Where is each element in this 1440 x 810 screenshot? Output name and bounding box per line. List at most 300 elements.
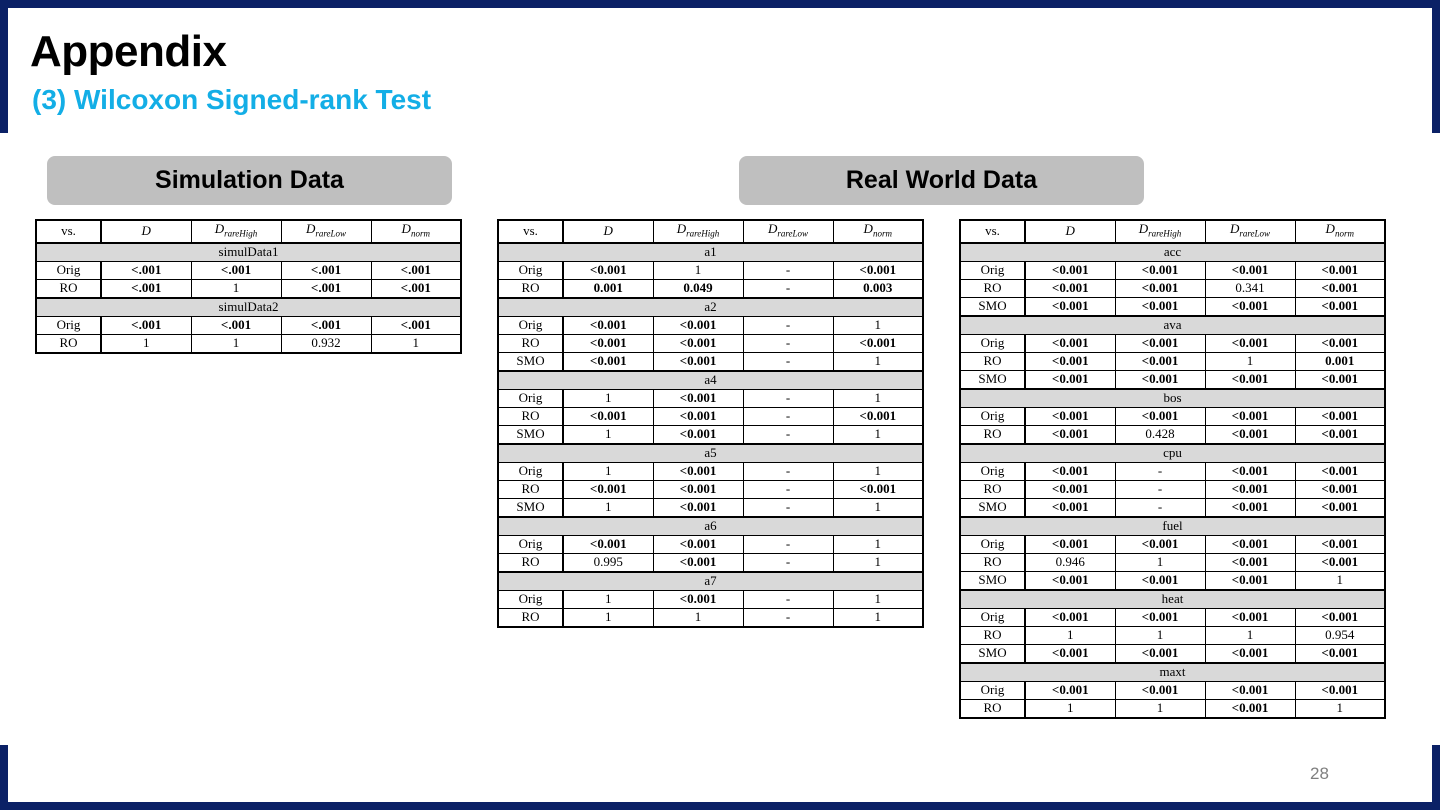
p-value-cell: <0.001 [833, 480, 923, 498]
header-d-rare-low [743, 220, 833, 243]
p-value-cell: <0.001 [1115, 681, 1205, 699]
p-value-cell: <0.001 [653, 535, 743, 553]
row-label: RO [960, 553, 1025, 571]
p-value-cell: <0.001 [1295, 297, 1385, 316]
p-value-cell: <0.001 [1205, 425, 1295, 444]
group-label: a4 [498, 371, 923, 390]
row-label: RO [960, 699, 1025, 718]
p-value-cell: - [743, 425, 833, 444]
p-value-cell: - [1115, 498, 1205, 517]
row-label: Orig [960, 681, 1025, 699]
group-label: cpu [960, 444, 1385, 463]
row-label: SMO [498, 425, 563, 444]
row-label: RO [498, 553, 563, 572]
p-value-cell: <0.001 [1025, 407, 1115, 425]
p-value-cell: <0.001 [1205, 608, 1295, 626]
p-value-cell: <0.001 [1115, 334, 1205, 352]
section-header-real-world [739, 156, 1144, 205]
group-label: maxt [960, 663, 1385, 682]
row-label: RO [36, 334, 101, 353]
p-value-cell: <0.001 [563, 535, 653, 553]
p-value-cell: 1 [563, 462, 653, 480]
row-label: Orig [498, 389, 563, 407]
row-label: Orig [498, 590, 563, 608]
table-row [960, 425, 1385, 444]
header-d [1025, 220, 1115, 243]
p-value-cell: <0.001 [1025, 279, 1115, 297]
header-row [498, 220, 923, 243]
header-d-norm [1295, 220, 1385, 243]
p-value-cell: 1 [653, 608, 743, 627]
p-value-cell: <0.001 [1295, 644, 1385, 663]
table-row [498, 425, 923, 444]
table-row [498, 480, 923, 498]
group-label: a2 [498, 298, 923, 317]
header-d-rare-high [653, 220, 743, 243]
p-value-cell: 1 [1115, 553, 1205, 571]
table-row [960, 352, 1385, 370]
table-row [960, 535, 1385, 553]
row-label: Orig [36, 316, 101, 334]
header-d-label: D [1065, 223, 1075, 239]
p-value-cell: <0.001 [1025, 644, 1115, 663]
p-value-cell: 1 [1205, 352, 1295, 370]
table-row [498, 316, 923, 334]
p-value-cell: - [1115, 480, 1205, 498]
p-value-cell: 1 [1295, 699, 1385, 718]
table-row [960, 699, 1385, 718]
group-row [960, 243, 1385, 262]
table-row [36, 334, 461, 353]
p-value-cell: <0.001 [653, 462, 743, 480]
table-row [960, 626, 1385, 644]
group-row [498, 572, 923, 591]
p-value-cell: <0.001 [1025, 681, 1115, 699]
table-row [960, 571, 1385, 590]
p-value-cell: <0.001 [653, 389, 743, 407]
p-value-cell: <0.001 [563, 480, 653, 498]
group-row [960, 663, 1385, 682]
p-value-cell: <0.001 [653, 407, 743, 425]
p-value-cell: 0.428 [1115, 425, 1205, 444]
table-row [960, 279, 1385, 297]
group-row [36, 243, 461, 262]
p-value-cell: - [1115, 462, 1205, 480]
row-label: RO [498, 407, 563, 425]
p-value-cell: - [743, 462, 833, 480]
p-value-cell: 1 [1025, 626, 1115, 644]
row-label: Orig [960, 462, 1025, 480]
p-value-cell: <0.001 [653, 498, 743, 517]
p-value-cell: <0.001 [1025, 334, 1115, 352]
p-value-cell: <0.001 [653, 334, 743, 352]
p-value-cell: <0.001 [1115, 279, 1205, 297]
row-label: Orig [498, 535, 563, 553]
p-value-cell: <0.001 [653, 316, 743, 334]
table-row [960, 681, 1385, 699]
p-value-cell: <0.001 [1115, 352, 1205, 370]
table-row [498, 553, 923, 572]
p-value-cell: <0.001 [1205, 644, 1295, 663]
p-value-cell: <.001 [101, 316, 191, 334]
p-value-cell: <0.001 [1205, 462, 1295, 480]
section-label-real-world: Real World Data [845, 166, 1038, 194]
p-value-cell: 0.932 [281, 334, 371, 353]
row-label: Orig [36, 261, 101, 279]
table-row [498, 352, 923, 371]
table-row [960, 498, 1385, 517]
table-row [498, 590, 923, 608]
p-value-cell: - [743, 480, 833, 498]
bottom-frame-bar [0, 802, 1440, 810]
p-value-cell: 0.946 [1025, 553, 1115, 571]
row-label: RO [960, 279, 1025, 297]
p-value-cell: <0.001 [563, 334, 653, 352]
p-value-cell: <0.001 [1115, 535, 1205, 553]
section-header-simulation [47, 156, 452, 205]
p-value-cell: <0.001 [1205, 480, 1295, 498]
p-value-cell: <0.001 [563, 261, 653, 279]
table-row [498, 334, 923, 352]
group-label: simulData1 [36, 243, 461, 262]
header-subscript-norm: norm [1334, 228, 1354, 239]
p-value-cell: 1 [563, 590, 653, 608]
p-value-cell: 1 [191, 279, 281, 298]
p-value-cell: <0.001 [1025, 352, 1115, 370]
row-label: RO [960, 352, 1025, 370]
p-value-cell: - [743, 279, 833, 298]
p-value-cell: 0.995 [563, 553, 653, 572]
table-row [498, 389, 923, 407]
group-row [498, 298, 923, 317]
group-label: a6 [498, 517, 923, 536]
header-d [563, 220, 653, 243]
p-value-cell: - [743, 498, 833, 517]
header-subscript-rare-high: rareHigh [686, 228, 720, 239]
row-label: Orig [498, 261, 563, 279]
header-subscript-rare-high: rareHigh [224, 228, 258, 239]
p-value-cell: 1 [833, 352, 923, 371]
table-row [498, 261, 923, 279]
header-d-label: D [603, 223, 613, 239]
p-value-cell: <0.001 [1025, 535, 1115, 553]
p-value-cell: <0.001 [563, 352, 653, 371]
header-d-norm [833, 220, 923, 243]
p-value-cell: <0.001 [1025, 425, 1115, 444]
header-d-base: D [305, 221, 316, 236]
header-vs: vs. [498, 220, 563, 243]
p-value-cell: <0.001 [1295, 480, 1385, 498]
p-value-cell: 1 [563, 498, 653, 517]
p-value-cell: <0.001 [1205, 681, 1295, 699]
table-row [498, 462, 923, 480]
p-value-cell: <0.001 [1295, 261, 1385, 279]
p-value-cell: - [743, 316, 833, 334]
p-value-cell: 0.341 [1205, 279, 1295, 297]
header-d-base: D [676, 221, 687, 236]
p-value-cell: <.001 [371, 279, 461, 298]
group-row [960, 590, 1385, 609]
group-row [36, 298, 461, 317]
p-value-cell: 1 [1295, 571, 1385, 590]
p-value-cell: 1 [833, 553, 923, 572]
row-label: SMO [960, 644, 1025, 663]
p-value-cell: <0.001 [1025, 462, 1115, 480]
p-value-cell: 1 [653, 261, 743, 279]
left-frame-bar-bottom [0, 745, 8, 810]
p-value-cell: <.001 [281, 316, 371, 334]
p-value-cell: <0.001 [653, 590, 743, 608]
row-label: RO [498, 608, 563, 627]
p-value-cell: 1 [563, 425, 653, 444]
p-value-cell: <.001 [371, 316, 461, 334]
table-row [960, 407, 1385, 425]
row-label: RO [498, 279, 563, 298]
p-value-cell: <0.001 [1115, 407, 1205, 425]
group-label: heat [960, 590, 1385, 609]
table-row [498, 535, 923, 553]
p-value-cell: <0.001 [833, 334, 923, 352]
row-label: Orig [960, 407, 1025, 425]
p-value-cell: <0.001 [1295, 279, 1385, 297]
table-row [36, 316, 461, 334]
top-frame-bar [0, 0, 1440, 8]
header-subscript-rare-low: rareLow [777, 228, 809, 239]
group-label: bos [960, 389, 1385, 408]
header-subscript-norm: norm [410, 228, 430, 239]
p-value-cell: <0.001 [1025, 608, 1115, 626]
p-value-cell: <0.001 [1295, 681, 1385, 699]
header-row [960, 220, 1385, 243]
row-label: SMO [960, 297, 1025, 316]
header-d-base: D [767, 221, 778, 236]
row-label: Orig [498, 316, 563, 334]
p-value-cell: <0.001 [833, 261, 923, 279]
table-row [960, 553, 1385, 571]
p-value-cell: <.001 [191, 316, 281, 334]
p-value-cell: <0.001 [563, 407, 653, 425]
row-label: RO [960, 480, 1025, 498]
p-value-cell: <0.001 [653, 480, 743, 498]
header-d-base: D [863, 221, 873, 236]
page-number: 28 [1310, 764, 1329, 783]
left-frame-bar-top [0, 0, 8, 133]
header-d-base: D [401, 221, 411, 236]
p-value-cell: 1 [833, 316, 923, 334]
header-d-rare-high [1115, 220, 1205, 243]
table-real-world-a [497, 219, 924, 628]
group-label: ava [960, 316, 1385, 335]
p-value-cell: 0.049 [653, 279, 743, 298]
group-row [498, 444, 923, 463]
header-d-base: D [1325, 221, 1335, 236]
p-value-cell: - [743, 535, 833, 553]
p-value-cell: <0.001 [833, 407, 923, 425]
group-label: a1 [498, 243, 923, 262]
p-value-cell: <0.001 [1205, 535, 1295, 553]
p-value-cell: <0.001 [1205, 699, 1295, 718]
p-value-cell: <0.001 [1205, 261, 1295, 279]
p-value-cell: <0.001 [1295, 370, 1385, 389]
p-value-cell: <0.001 [1295, 462, 1385, 480]
table-row [960, 297, 1385, 316]
header-d-label: D [141, 223, 151, 239]
table-row [498, 407, 923, 425]
p-value-cell: <0.001 [653, 352, 743, 371]
p-value-cell: <0.001 [1295, 498, 1385, 517]
p-value-cell: 1 [833, 608, 923, 627]
header-row [36, 220, 461, 243]
row-label: RO [498, 334, 563, 352]
table-row [960, 261, 1385, 279]
section-label-simulation: Simulation Data [155, 166, 344, 194]
p-value-cell: 0.954 [1295, 626, 1385, 644]
group-label: a7 [498, 572, 923, 591]
p-value-cell: - [743, 590, 833, 608]
row-label: Orig [960, 334, 1025, 352]
p-value-cell: 0.001 [563, 279, 653, 298]
header-subscript-rare-low: rareLow [315, 228, 347, 239]
p-value-cell: <0.001 [653, 425, 743, 444]
p-value-cell: 1 [1115, 699, 1205, 718]
table-row [960, 334, 1385, 352]
header-vs: vs. [960, 220, 1025, 243]
row-label: RO [498, 480, 563, 498]
p-value-cell: <0.001 [1025, 261, 1115, 279]
row-label: Orig [960, 261, 1025, 279]
row-label: SMO [960, 571, 1025, 590]
p-value-cell: - [743, 553, 833, 572]
header-d-base: D [1229, 221, 1240, 236]
row-label: SMO [960, 498, 1025, 517]
p-value-cell: - [743, 261, 833, 279]
header-vs: vs. [36, 220, 101, 243]
p-value-cell: - [743, 334, 833, 352]
row-label: Orig [960, 608, 1025, 626]
header-d-base: D [1138, 221, 1149, 236]
p-value-cell: 1 [833, 389, 923, 407]
p-value-cell: <0.001 [1205, 407, 1295, 425]
p-value-cell: <.001 [281, 261, 371, 279]
header-subscript-norm: norm [872, 228, 892, 239]
p-value-cell: <0.001 [1025, 480, 1115, 498]
group-row [960, 517, 1385, 536]
row-label: RO [36, 279, 101, 298]
p-value-cell: 1 [563, 608, 653, 627]
group-row [498, 371, 923, 390]
table-row [498, 498, 923, 517]
group-label: fuel [960, 517, 1385, 536]
p-value-cell: <0.001 [1205, 297, 1295, 316]
header-d-base: D [214, 221, 225, 236]
p-value-cell: <0.001 [1115, 571, 1205, 590]
p-value-cell: 1 [833, 535, 923, 553]
table-row [960, 644, 1385, 663]
p-value-cell: 1 [101, 334, 191, 353]
p-value-cell: <0.001 [1025, 297, 1115, 316]
p-value-cell: <0.001 [1115, 261, 1205, 279]
table-row [960, 608, 1385, 626]
header-d-norm [371, 220, 461, 243]
p-value-cell: <0.001 [1295, 334, 1385, 352]
p-value-cell: <0.001 [1025, 571, 1115, 590]
group-row [960, 444, 1385, 463]
table-row [498, 608, 923, 627]
p-value-cell: <.001 [281, 279, 371, 298]
row-label: SMO [498, 498, 563, 517]
p-value-cell: <0.001 [1205, 498, 1295, 517]
right-frame-bar-bottom [1432, 745, 1440, 810]
p-value-cell: <0.001 [1295, 553, 1385, 571]
p-value-cell: - [743, 608, 833, 627]
p-value-cell: 1 [833, 462, 923, 480]
p-value-cell: <0.001 [653, 553, 743, 572]
p-value-cell: <0.001 [1025, 370, 1115, 389]
p-value-cell: 0.003 [833, 279, 923, 298]
p-value-cell: <.001 [191, 261, 281, 279]
p-value-cell: 1 [833, 590, 923, 608]
group-row [498, 243, 923, 262]
table-row [960, 370, 1385, 389]
page-subtitle: (3) Wilcoxon Signed-rank Test [32, 84, 432, 115]
group-row [960, 389, 1385, 408]
p-value-cell: <0.001 [1295, 425, 1385, 444]
p-value-cell: <0.001 [1115, 370, 1205, 389]
p-value-cell: <0.001 [1205, 571, 1295, 590]
p-value-cell: 1 [1205, 626, 1295, 644]
group-row [960, 316, 1385, 335]
p-value-cell: <0.001 [1115, 644, 1205, 663]
p-value-cell: <0.001 [1115, 297, 1205, 316]
p-value-cell: <.001 [101, 261, 191, 279]
p-value-cell: 1 [833, 498, 923, 517]
group-label: acc [960, 243, 1385, 262]
p-value-cell: <0.001 [1205, 370, 1295, 389]
table-row [36, 261, 461, 279]
header-d-rare-low [281, 220, 371, 243]
row-label: RO [960, 425, 1025, 444]
row-label: Orig [960, 535, 1025, 553]
header-subscript-rare-low: rareLow [1239, 228, 1271, 239]
p-value-cell: - [743, 407, 833, 425]
p-value-cell: <0.001 [1205, 553, 1295, 571]
p-value-cell: <.001 [371, 261, 461, 279]
p-value-cell: 1 [191, 334, 281, 353]
p-value-cell: <0.001 [1295, 535, 1385, 553]
p-value-cell: 1 [1115, 626, 1205, 644]
group-label: simulData2 [36, 298, 461, 317]
page-title: Appendix [30, 27, 227, 76]
header-d-rare-low [1205, 220, 1295, 243]
table-row [36, 279, 461, 298]
p-value-cell: <0.001 [1295, 608, 1385, 626]
p-value-cell: - [743, 389, 833, 407]
p-value-cell: <0.001 [1295, 407, 1385, 425]
row-label: RO [960, 626, 1025, 644]
p-value-cell: 1 [833, 425, 923, 444]
table-simulation [35, 219, 462, 354]
p-value-cell: <0.001 [563, 316, 653, 334]
p-value-cell: 0.001 [1295, 352, 1385, 370]
right-frame-bar-top [1432, 0, 1440, 133]
p-value-cell: <0.001 [1115, 608, 1205, 626]
p-value-cell: <0.001 [1025, 498, 1115, 517]
row-label: SMO [960, 370, 1025, 389]
row-label: Orig [498, 462, 563, 480]
header-subscript-rare-high: rareHigh [1148, 228, 1182, 239]
table-real-world-b [959, 219, 1386, 719]
p-value-cell: <.001 [101, 279, 191, 298]
